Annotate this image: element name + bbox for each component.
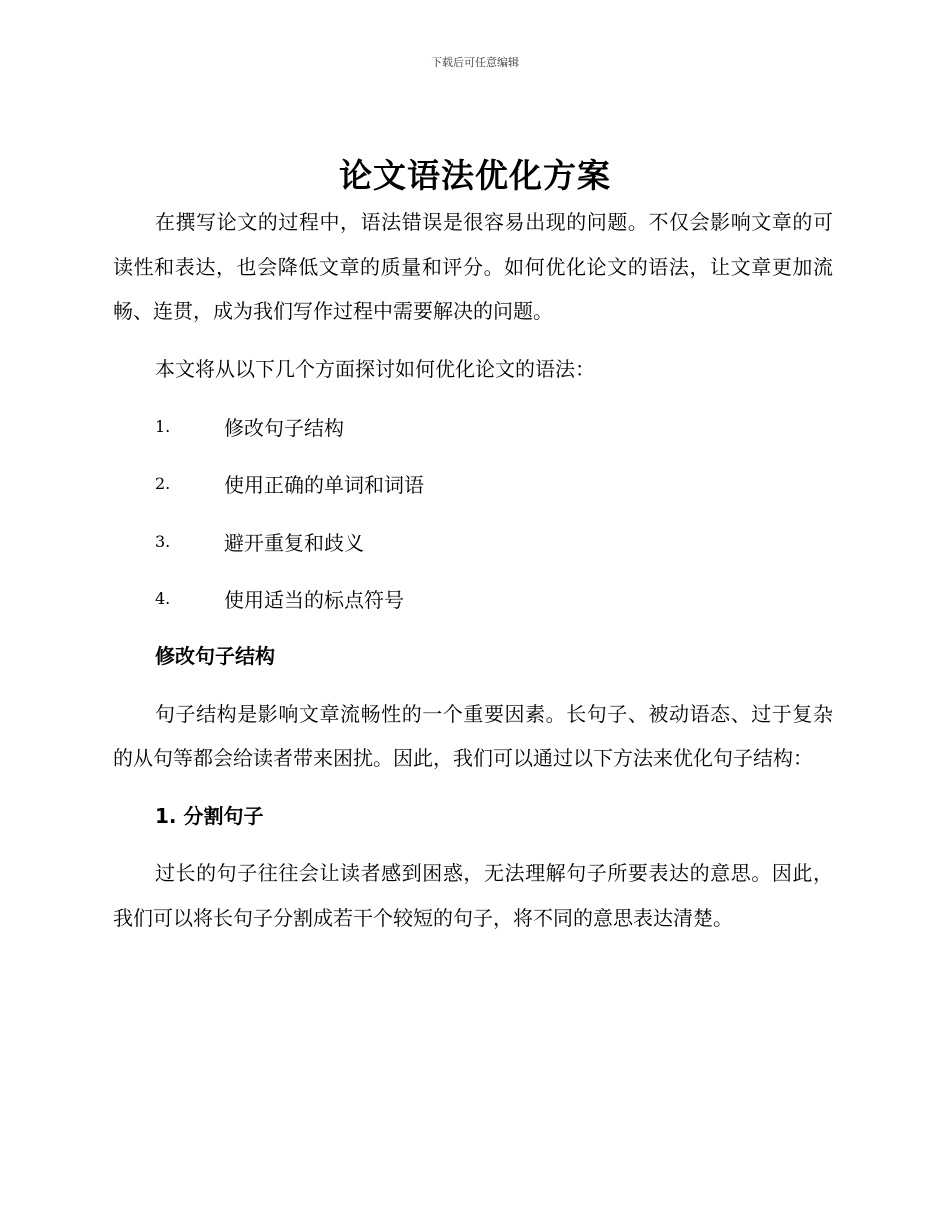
list-item-number: 4.	[155, 589, 171, 609]
header-note: 下载后可任意编辑	[431, 56, 519, 69]
subsection-paragraph: 过长的句子往往会让读者感到困惑，无法理解句子所要表达的意思。因此，我们可以将长句子分割成若干个较短的句子，将不同的意思表达清楚。	[113, 861, 833, 930]
intro-paragraph: 在撰写论文的过程中，语法错误是很容易出现的问题。不仅会影响文章的可读性和表达，也会降低文章的质量和评分。如何优化论文的语法，让文章更加流畅、连贯，成为我们写作过程中需要解决的问题。	[113, 210, 833, 323]
list-item-number: 3.	[155, 531, 171, 551]
list-item-text: 使用正确的单词和词语	[224, 473, 424, 498]
list-item-number: 2.	[155, 474, 171, 494]
list-lead-paragraph: 本文将从以下几个方面探讨如何优化论文的语法：	[155, 356, 595, 381]
list-item	[113, 519, 833, 564]
section-heading: 修改句子结构	[155, 644, 275, 668]
document-body	[113, 200, 833, 940]
list-item	[113, 462, 833, 507]
subsection-heading: 1. 分割句子	[155, 803, 264, 828]
section-paragraph: 句子结构是影响文章流畅性的一个重要因素。长句子、被动语态、过于复杂的从句等都会给读者带来困扰。因此，我们可以通过以下方法来优化句子结构：	[113, 701, 833, 770]
list-item-text: 修改句子结构	[224, 415, 344, 440]
list-item	[113, 404, 833, 449]
document-title: 论文语法优化方案	[339, 156, 611, 195]
list-item-number: 1.	[155, 416, 171, 436]
list-item	[113, 577, 833, 622]
list-item-text: 避开重复和歧义	[224, 530, 364, 555]
list-item-text: 使用适当的标点符号	[224, 588, 404, 613]
topic-list	[113, 404, 833, 621]
